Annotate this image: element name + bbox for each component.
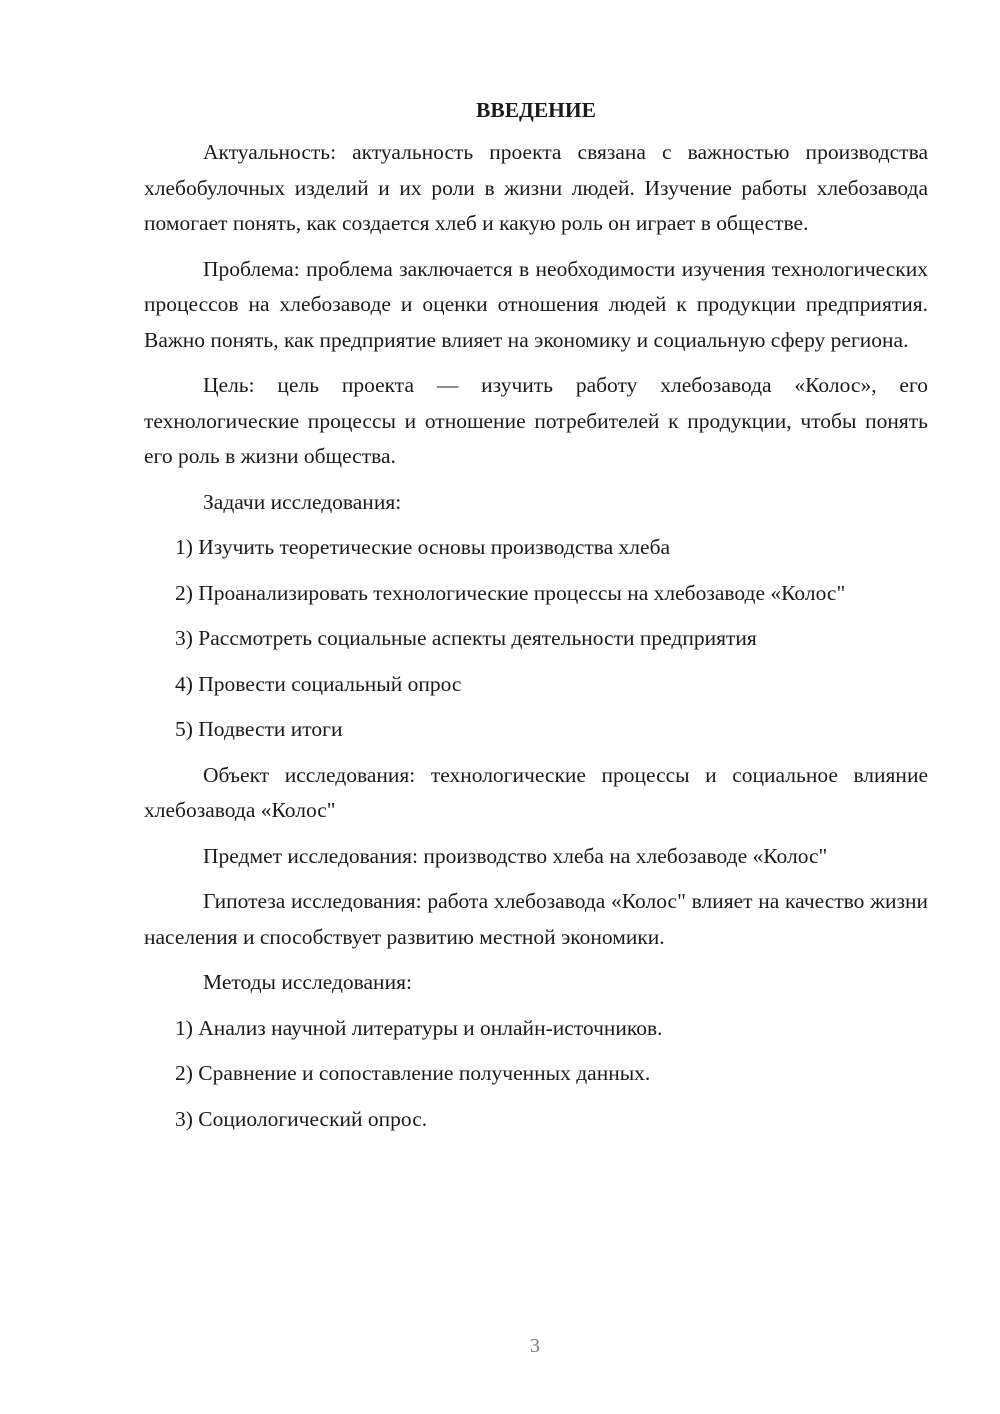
method-item: 1) Анализ научной литературы и онлайн-источников. — [175, 1015, 663, 1040]
task-item: 1) Изучить теоретические основы производства хлеба — [175, 535, 671, 559]
relevance-paragraph: Актуальность: актуальность проекта связана с важностью производства хлебобулочных изделий и их роли в жизни людей. Изучение работы хлебозавода помогает понять, как создается хлеб и какую роль он играет в обществе. — [144, 140, 928, 235]
object-paragraph: Объект исследования: технологические процессы и социальное влияние хлебозавода «Колос" — [144, 762, 928, 822]
goal-paragraph: Цель: цель проекта — изучить работу хлебозавода «Колос», его технологические процессы и отношение потребителей к продукции, чтобы понять его роль в жизни общества. — [144, 373, 928, 468]
page-body — [144, 94, 928, 1147]
page-number: 3 — [530, 1335, 540, 1357]
task-item: 5) Подвести итоги — [175, 717, 343, 741]
task-item: 4) Провести социальный опрос — [175, 671, 462, 696]
tasks-heading: Задачи исследования: — [203, 489, 402, 514]
method-item: 3) Социологический опрос. — [175, 1106, 428, 1131]
page-title: ВВЕДЕНИЕ — [476, 98, 596, 122]
task-item: 2) Проанализировать технологические процессы на хлебозаводе «Колос" — [175, 580, 846, 605]
method-item: 2) Сравнение и сопоставление полученных данных. — [175, 1061, 651, 1085]
task-item: 3) Рассмотреть социальные аспекты деятельности предприятия — [175, 626, 757, 650]
problem-paragraph: Проблема: проблема заключается в необходимости изучения технологических процессов на хлебозаводе и оценки отношения людей к продукции предприятия. Важно понять, как предприятие влияет на экономику и социальную сферу региона. — [144, 256, 928, 352]
hypothesis-paragraph: Гипотеза исследования: работа хлебозавода «Колос" влияет на качество жизни населения и способствует развитию местной экономики. — [144, 889, 928, 949]
subject-paragraph: Предмет исследования: производство хлеба на хлебозаводе «Колос" — [203, 843, 828, 868]
methods-heading: Методы исследования: — [203, 970, 412, 994]
